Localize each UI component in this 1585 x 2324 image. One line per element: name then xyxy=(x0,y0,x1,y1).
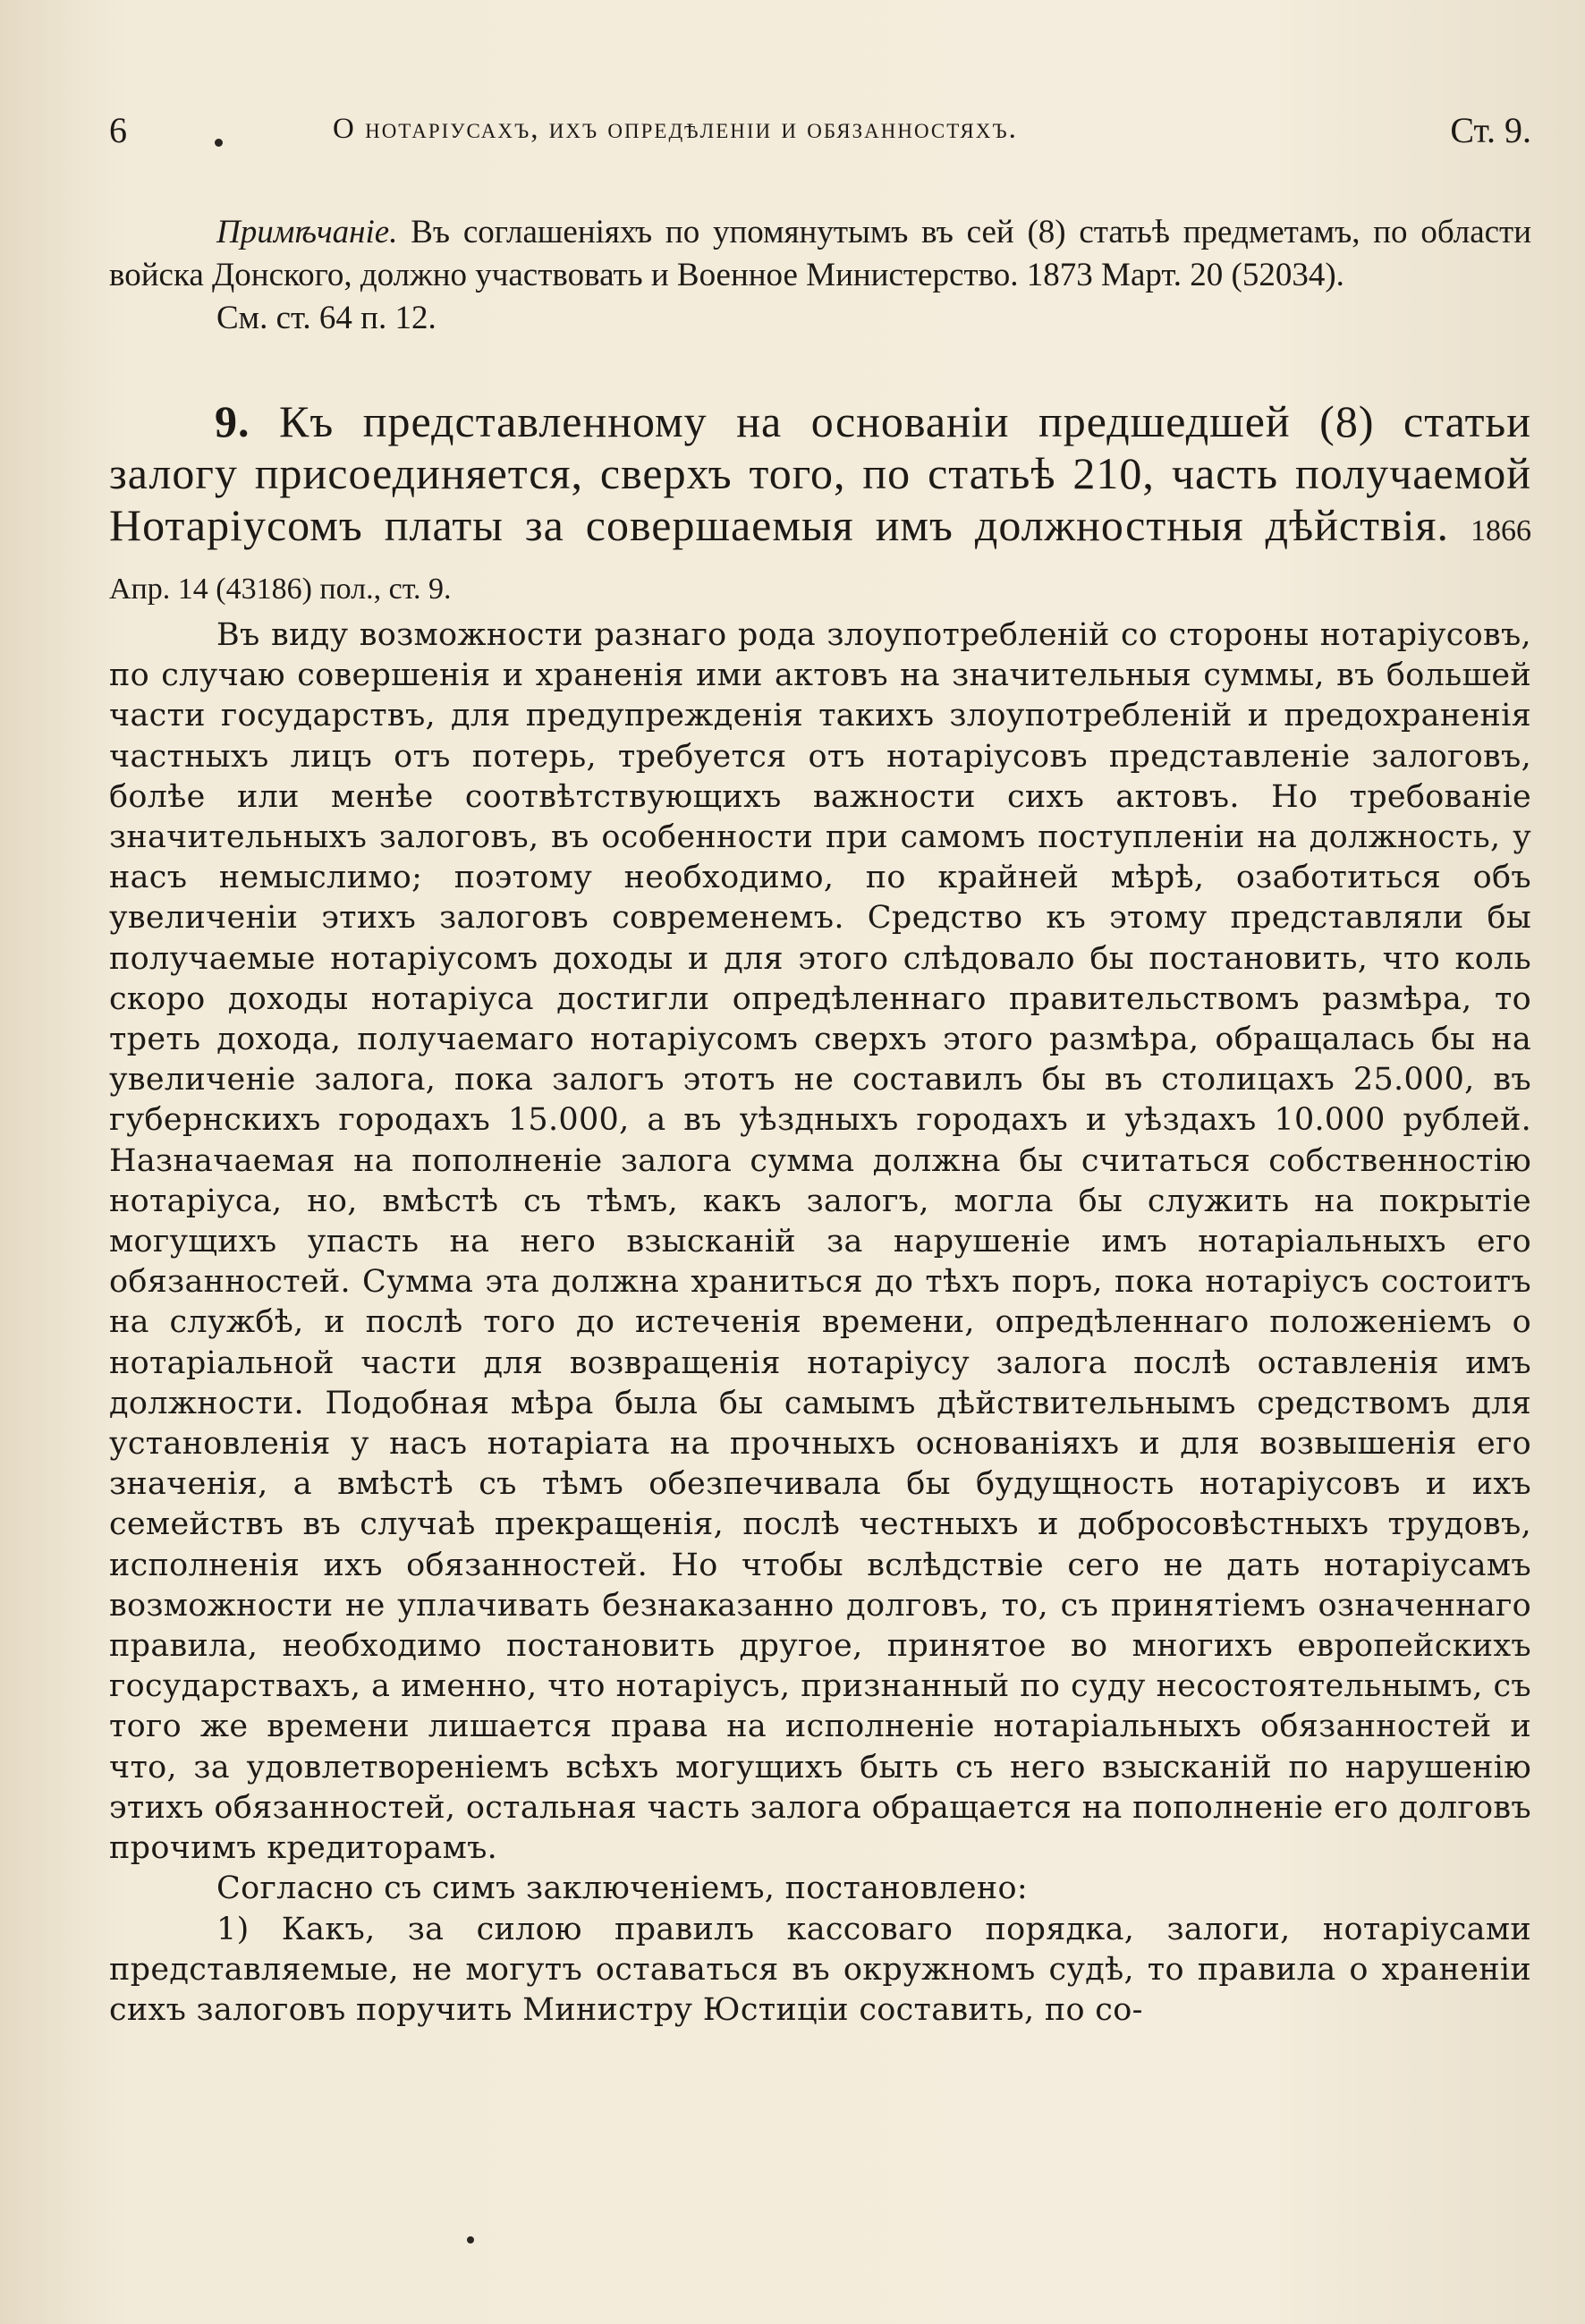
article-citation: 1866 Апр. 14 (43186) пол., ст. 9. xyxy=(109,514,1532,606)
note-text: Въ соглашеніяхъ по упомянутымъ въ сей (8) статьѣ предметамъ, по области войска Донского, должно участвовать и Военное Министерство. 1873 Март. 20 (52034). xyxy=(109,214,1532,293)
page-number: 6 xyxy=(109,110,127,150)
print-speck xyxy=(467,2236,474,2243)
running-head xyxy=(109,109,1531,163)
article-9 xyxy=(109,395,1531,615)
article-reference: Ст. 9. xyxy=(1450,110,1531,150)
commentary-paragraph: Въ виду возможности разнаго рода злоупотребленій со стороны нотаріусовъ, по случаю совершенія и храненія ими актовъ на значительныя суммы, въ большей части государствъ, для предупрежденія такихъ злоупотребленій и предохраненія частныхъ лицъ отъ потерь, требуется отъ нотаріусовъ представленіе залоговъ, болѣе или менѣе соотвѣтствующихъ важности сихъ актовъ. Но требованіе значительныхъ залоговъ, въ особенности при самомъ поступленіи на должность, у насъ немыслимо; поэтому необходимо, по крайней мѣрѣ, озаботиться объ увеличеніи этихъ залоговъ современемъ. Средство къ этому представляли бы получаемые нотаріусомъ доходы и для этого слѣдовало бы постановить, что коль скоро доходы нотаріуса достигли опредѣленнаго правительствомъ размѣра, то треть дохода, получаемаго нотаріусомъ сверхъ этого размѣра, обращалась бы на увеличеніе залога, пока залогъ этотъ не составилъ бы въ столицахъ 25.000, въ губернскихъ городахъ 15.000, а въ уѣздныхъ городахъ и уѣздахъ 10.000 рублей. Назначаемая на пополненіе залога сумма должна бы считаться собственностію нотаріуса, но, вмѣстѣ съ тѣмъ, какъ залогъ, могла бы служить на покрытіе могущихъ упасть на него взысканій за нарушеніе имъ нотаріальныхъ его обязанностей. Сумма эта должна храниться до тѣхъ поръ, пока нотаріусъ состоитъ на службѣ, и послѣ того до истеченія времени, опредѣленнаго положеніемъ о нотаріальной части для возвращенія нотаріусу залога послѣ оставленія имъ должности. Подобная мѣра была бы самымъ дѣйствительнымъ средствомъ для установленія у насъ нотаріата на прочныхъ основаніяхъ и для возвышенія его значенія, а вмѣстѣ съ тѣмъ обезпечивала бы будущность нотаріусовъ и ихъ семействъ въ случаѣ прекращенія, послѣ честныхъ и добросовѣстныхъ трудовъ, исполненія ихъ обязанностей. Но чтобы вслѣдствіе сего не дать нотаріусамъ возможности не уплачивать безнаказанно долговъ, то, съ принятіемъ означеннаго правила, необходимо постановить другое, принятое во многихъ европейскихъ государствахъ, а именно, что нотаріусъ, признанный по суду несостоятельнымъ, съ того же времени лишается права на исполненіе нотаріальныхъ обязанностей и что, за удовлетвореніемъ всѣхъ могущихъ быть съ него взысканій по нарушенію этихъ обязанностей, остальная часть залога обращается на пополненіе его долговъ прочимъ кредиторамъ. xyxy=(109,617,1531,1867)
see-also-reference: См. ст. 64 п. 12. xyxy=(216,300,437,336)
print-speck xyxy=(215,139,223,147)
note-block xyxy=(109,211,1531,340)
running-title: О нотаріусахъ, ихъ опредѣленіи и обязанностяхъ. xyxy=(333,113,1018,145)
article-text: Къ представленному на основаніи предшедшей (8) статьи залогу присоединяется, сверхъ того, по статьѣ 210, часть получаемой Нотаріусомъ платы за совершаемыя имъ должностныя дѣйствія. xyxy=(109,396,1531,550)
commentary-block xyxy=(109,615,1531,2031)
note-label: Примѣчаніе. xyxy=(216,214,398,250)
article-number: 9. xyxy=(215,396,250,446)
note-paragraph xyxy=(109,211,1531,297)
commentary-paragraph: 1) Какъ, за силою правилъ кассоваго порядка, залоги, нотаріусами представляемые, не могутъ оставаться въ окружномъ судѣ, то правила о храненіи сихъ залоговъ поручить Министру Юстиціи составить, по со- xyxy=(109,1911,1531,2028)
commentary-paragraph: Согласно съ симъ заключеніемъ, постановлено: xyxy=(216,1870,1028,1907)
